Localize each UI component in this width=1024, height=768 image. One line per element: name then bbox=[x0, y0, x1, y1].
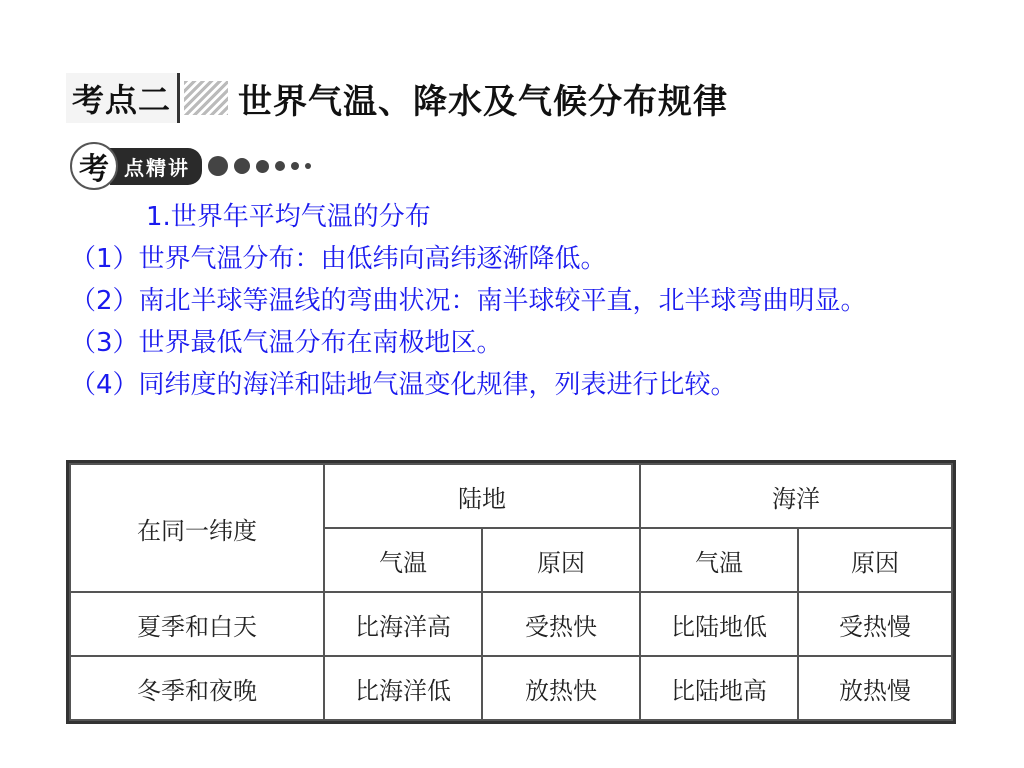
table-cell: 放热慢 bbox=[798, 656, 952, 720]
table-cell: 比陆地高 bbox=[640, 656, 798, 720]
table-cell: 放热快 bbox=[482, 656, 640, 720]
section-tag: 考点二 bbox=[66, 73, 180, 123]
table-subheader: 原因 bbox=[482, 528, 640, 592]
dot-icon bbox=[234, 158, 250, 174]
table-row-label: 冬季和夜晚 bbox=[70, 656, 324, 720]
kao-circle-icon: 考 bbox=[70, 142, 118, 190]
table-cell: 受热快 bbox=[482, 592, 640, 656]
dot-icon bbox=[275, 161, 285, 171]
table-group-header-ocean: 海洋 bbox=[640, 464, 952, 528]
table-row bbox=[70, 656, 952, 720]
table-cell: 比陆地低 bbox=[640, 592, 798, 656]
table-row-label: 夏季和白天 bbox=[70, 592, 324, 656]
section-title-bar bbox=[66, 72, 728, 124]
table-subheader: 气温 bbox=[640, 528, 798, 592]
table-cell: 比海洋高 bbox=[324, 592, 482, 656]
table-corner-header: 在同一纬度 bbox=[70, 464, 324, 592]
comparison-table bbox=[66, 460, 956, 724]
table-subheader: 气温 bbox=[324, 528, 482, 592]
table-cell: 比海洋低 bbox=[324, 656, 482, 720]
table-subheader: 原因 bbox=[798, 528, 952, 592]
content-item: （2）南北半球等温线的弯曲状况：南半球较平直，北半球弯曲明显。 bbox=[70, 286, 867, 316]
stripe-decoration bbox=[184, 81, 228, 115]
badge-label: 点精讲 bbox=[110, 148, 202, 185]
content-body bbox=[70, 196, 890, 406]
page-title: 世界气温、降水及气候分布规律 bbox=[238, 81, 729, 122]
dot-icon bbox=[208, 156, 228, 176]
dots-decoration bbox=[208, 156, 317, 176]
content-item: （1）世界气温分布：由低纬向高纬逐渐降低。 bbox=[70, 244, 607, 274]
dot-icon bbox=[256, 160, 269, 173]
content-heading: 1.世界年平均气温的分布 bbox=[146, 202, 431, 232]
table-row bbox=[70, 592, 952, 656]
key-points-badge bbox=[70, 142, 317, 190]
table-cell: 受热慢 bbox=[798, 592, 952, 656]
dot-icon bbox=[305, 163, 311, 169]
table-group-header-land: 陆地 bbox=[324, 464, 640, 528]
content-item: （3）世界最低气温分布在南极地区。 bbox=[70, 328, 503, 358]
content-item: （4）同纬度的海洋和陆地气温变化规律，列表进行比较。 bbox=[70, 370, 737, 400]
dot-icon bbox=[291, 162, 299, 170]
